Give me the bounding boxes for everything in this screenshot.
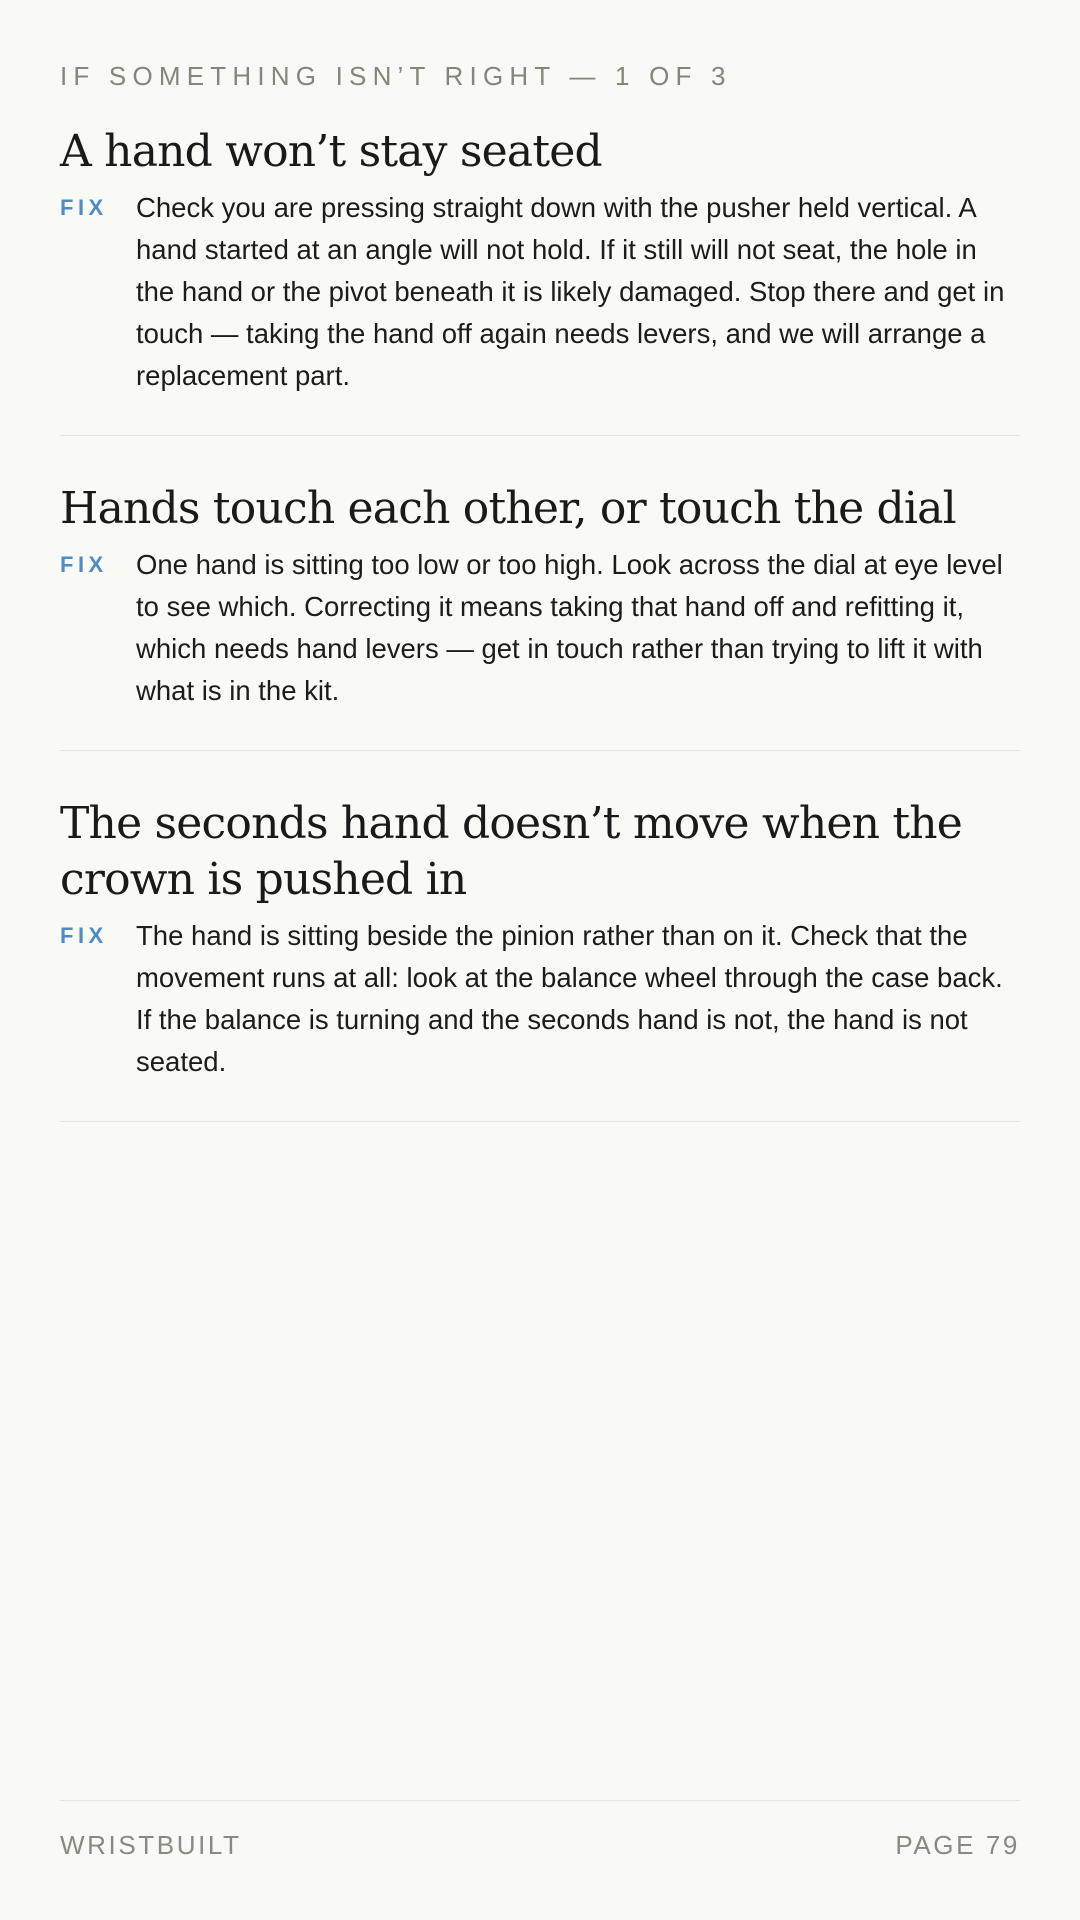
fix-text: The hand is sitting beside the pinion rather than on it. Check that the movement runs at all: look at the balance wheel through the case back. If the balance is turning and the seconds hand is not, the hand is not seated. (136, 920, 1003, 1077)
fix-tag: FIX (60, 552, 108, 577)
troubleshooting-list (60, 124, 1020, 1122)
troubleshooting-item (60, 751, 1020, 1122)
item-title: Hands touch each other, or touch the dial (60, 483, 956, 534)
troubleshooting-page (60, 0, 1020, 1920)
fix-tag: FIX (60, 923, 108, 948)
fix-text: Check you are pressing straight down with the pusher held vertical. A hand started at an angle will not hold. If it still will not seat, the hole in the hand or the pivot beneath it is likely damaged. Stop there and get in touch — taking the hand off again needs levers, and we will arrange a replacement part. (136, 192, 1005, 391)
page-footer (60, 1800, 1020, 1861)
fix-row (60, 544, 1020, 750)
fix-tag: FIX (60, 195, 108, 220)
fix-row (60, 915, 1020, 1121)
brand-name: WRISTBUILT (60, 1830, 242, 1860)
item-title: A hand won’t stay seated (60, 126, 602, 177)
troubleshooting-item (60, 124, 1020, 436)
item-title: The seconds hand doesn’t move when the crown is pushed in (60, 798, 962, 905)
troubleshooting-item (60, 436, 1020, 751)
fix-text: One hand is sitting too low or too high. Look across the dial at eye level to see which. Correcting it means taking that hand off and refitting it, which needs hand levers — get in touch rather than trying to lift it with what is in the kit. (136, 549, 1003, 706)
page-number: PAGE 79 (895, 1830, 1020, 1860)
fix-row (60, 187, 1020, 435)
section-label: IF SOMETHING ISN’T RIGHT — 1 OF 3 (60, 61, 732, 91)
